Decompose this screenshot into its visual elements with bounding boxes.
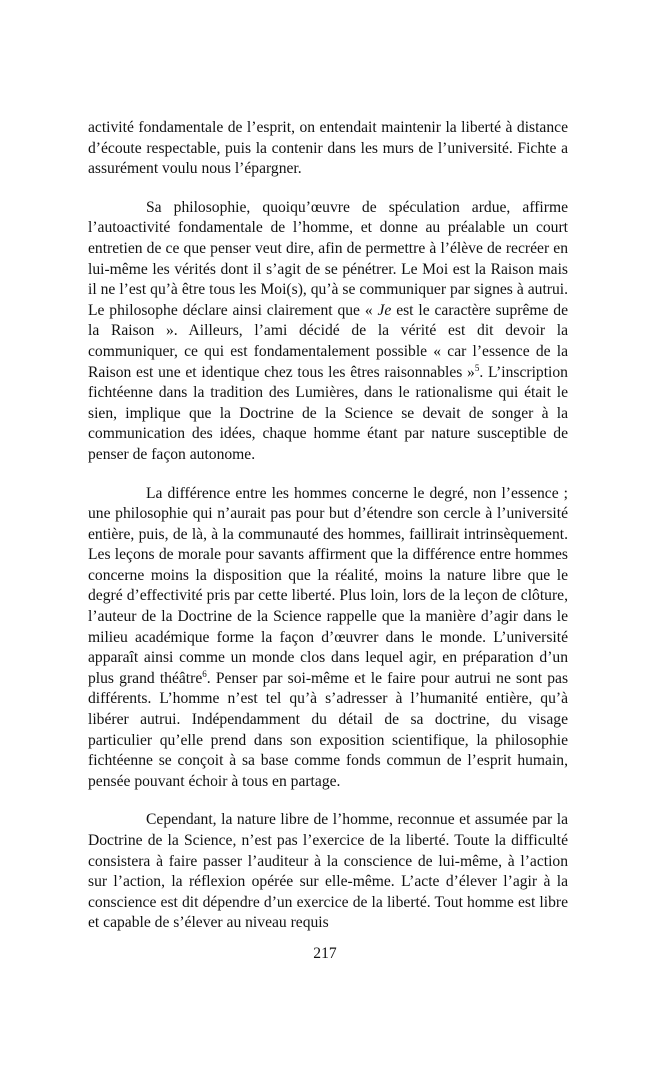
paragraph-2-italic-je: Je xyxy=(377,301,392,319)
paragraph-4 xyxy=(88,810,568,934)
paragraph-3 xyxy=(88,484,568,793)
page-number: 217 xyxy=(313,945,337,962)
footnote-ref-6: 6 xyxy=(202,668,207,679)
paragraph-2-text-b: est le caractère suprême de la Raison ». Ailleurs, l’ami décidé de la vérité est dit devoir la communiquer, ce qui est fondamentalement possible « car l’essence de la Raison est une et identique chez tous les êtres raisonnables » xyxy=(88,301,568,381)
paragraph-2-text-a: Sa philosophie, quoiqu’œuvre de spéculation ardue, affirme l’autoactivité fondamentale de l’homme, et donne au préalable un court entretien de ce que penser veut dire, afin de permettre à l’élève de recréer en lui-même les vérités dont il s’agit de se pénétrer. Le Moi est la Raison mais il ne l’est qu’à être tous les Moi(s), qu’à se communiquer par signes à autrui. Le philosophe déclare ainsi clairement que « xyxy=(88,198,568,319)
paragraph-4-text: Cependant, la nature libre de l’homme, reconnue et assumée par la Doctrine de la Science, n’est pas l’exercice de la liberté. Toute la difficulté consistera à faire passer l’auditeur à la conscience de lui-même, à l’action sur l’action, la réflexion opérée sur elle-même. L’acte d’élever l’agir à la conscience est dit dépendre d’un exercice de la liberté. Tout homme est libre et capable de s’élever au niveau requis xyxy=(88,811,568,932)
paragraph-2-text-c: . L’inscription fichtéenne dans la tradition des Lumières, dans le rationalisme qui était le sien, implique que la Doctrine de la Science se devait de songer à la communication des idées, chaque homme étant par nature susceptible de penser de façon autonome. xyxy=(88,363,568,463)
paragraph-3-text-b: . Penser par soi-même et le faire pour autrui ne sont pas différents. L’homme n’est tel qu’à s’adresser à l’humanité entière, qu’à libérer autrui. Indépendamment du détail de sa doctrine, du visage particulier qu’elle prend dans son exposition scientifique, la philosophie fichtéenne se conçoit à sa base comme fonds commun de l’esprit humain, pensée pouvant échoir à tous en partage. xyxy=(88,669,569,790)
paragraph-3-text-a: La différence entre les hommes concerne le degré, non l’essence ; une philosophie qui n’aurait pas pour but d’étendre son cercle à l’université entière, puis, de là, à la communauté des hommes, faillirait intrinsèquement. Les leçons de morale pour savants affirment que la différence entre hommes concerne moins la disposition que la réalité, moins la nature libre que le degré d’effectivité pris par cette liberté. Plus loin, lors de la leçon de clôture, l’auteur de la Doctrine de la Science rappelle que la manière d’agir dans le milieu académique forme la façon d’œuvrer dans le monde. L’université apparaît ainsi comme un monde clos dans lequel agir, en préparation d’un plus grand théâtre xyxy=(88,484,568,687)
paragraph-1 xyxy=(88,118,568,180)
paragraph-1-text: activité fondamentale de l’esprit, on entendait maintenir la liberté à distance d’écoute respectable, puis la contenir dans les murs de l’université. Fichte a assurément voulu nous l’épargner. xyxy=(88,119,568,178)
paragraph-2 xyxy=(88,198,568,466)
footnote-ref-5: 5 xyxy=(474,362,480,373)
page-body xyxy=(88,118,568,952)
